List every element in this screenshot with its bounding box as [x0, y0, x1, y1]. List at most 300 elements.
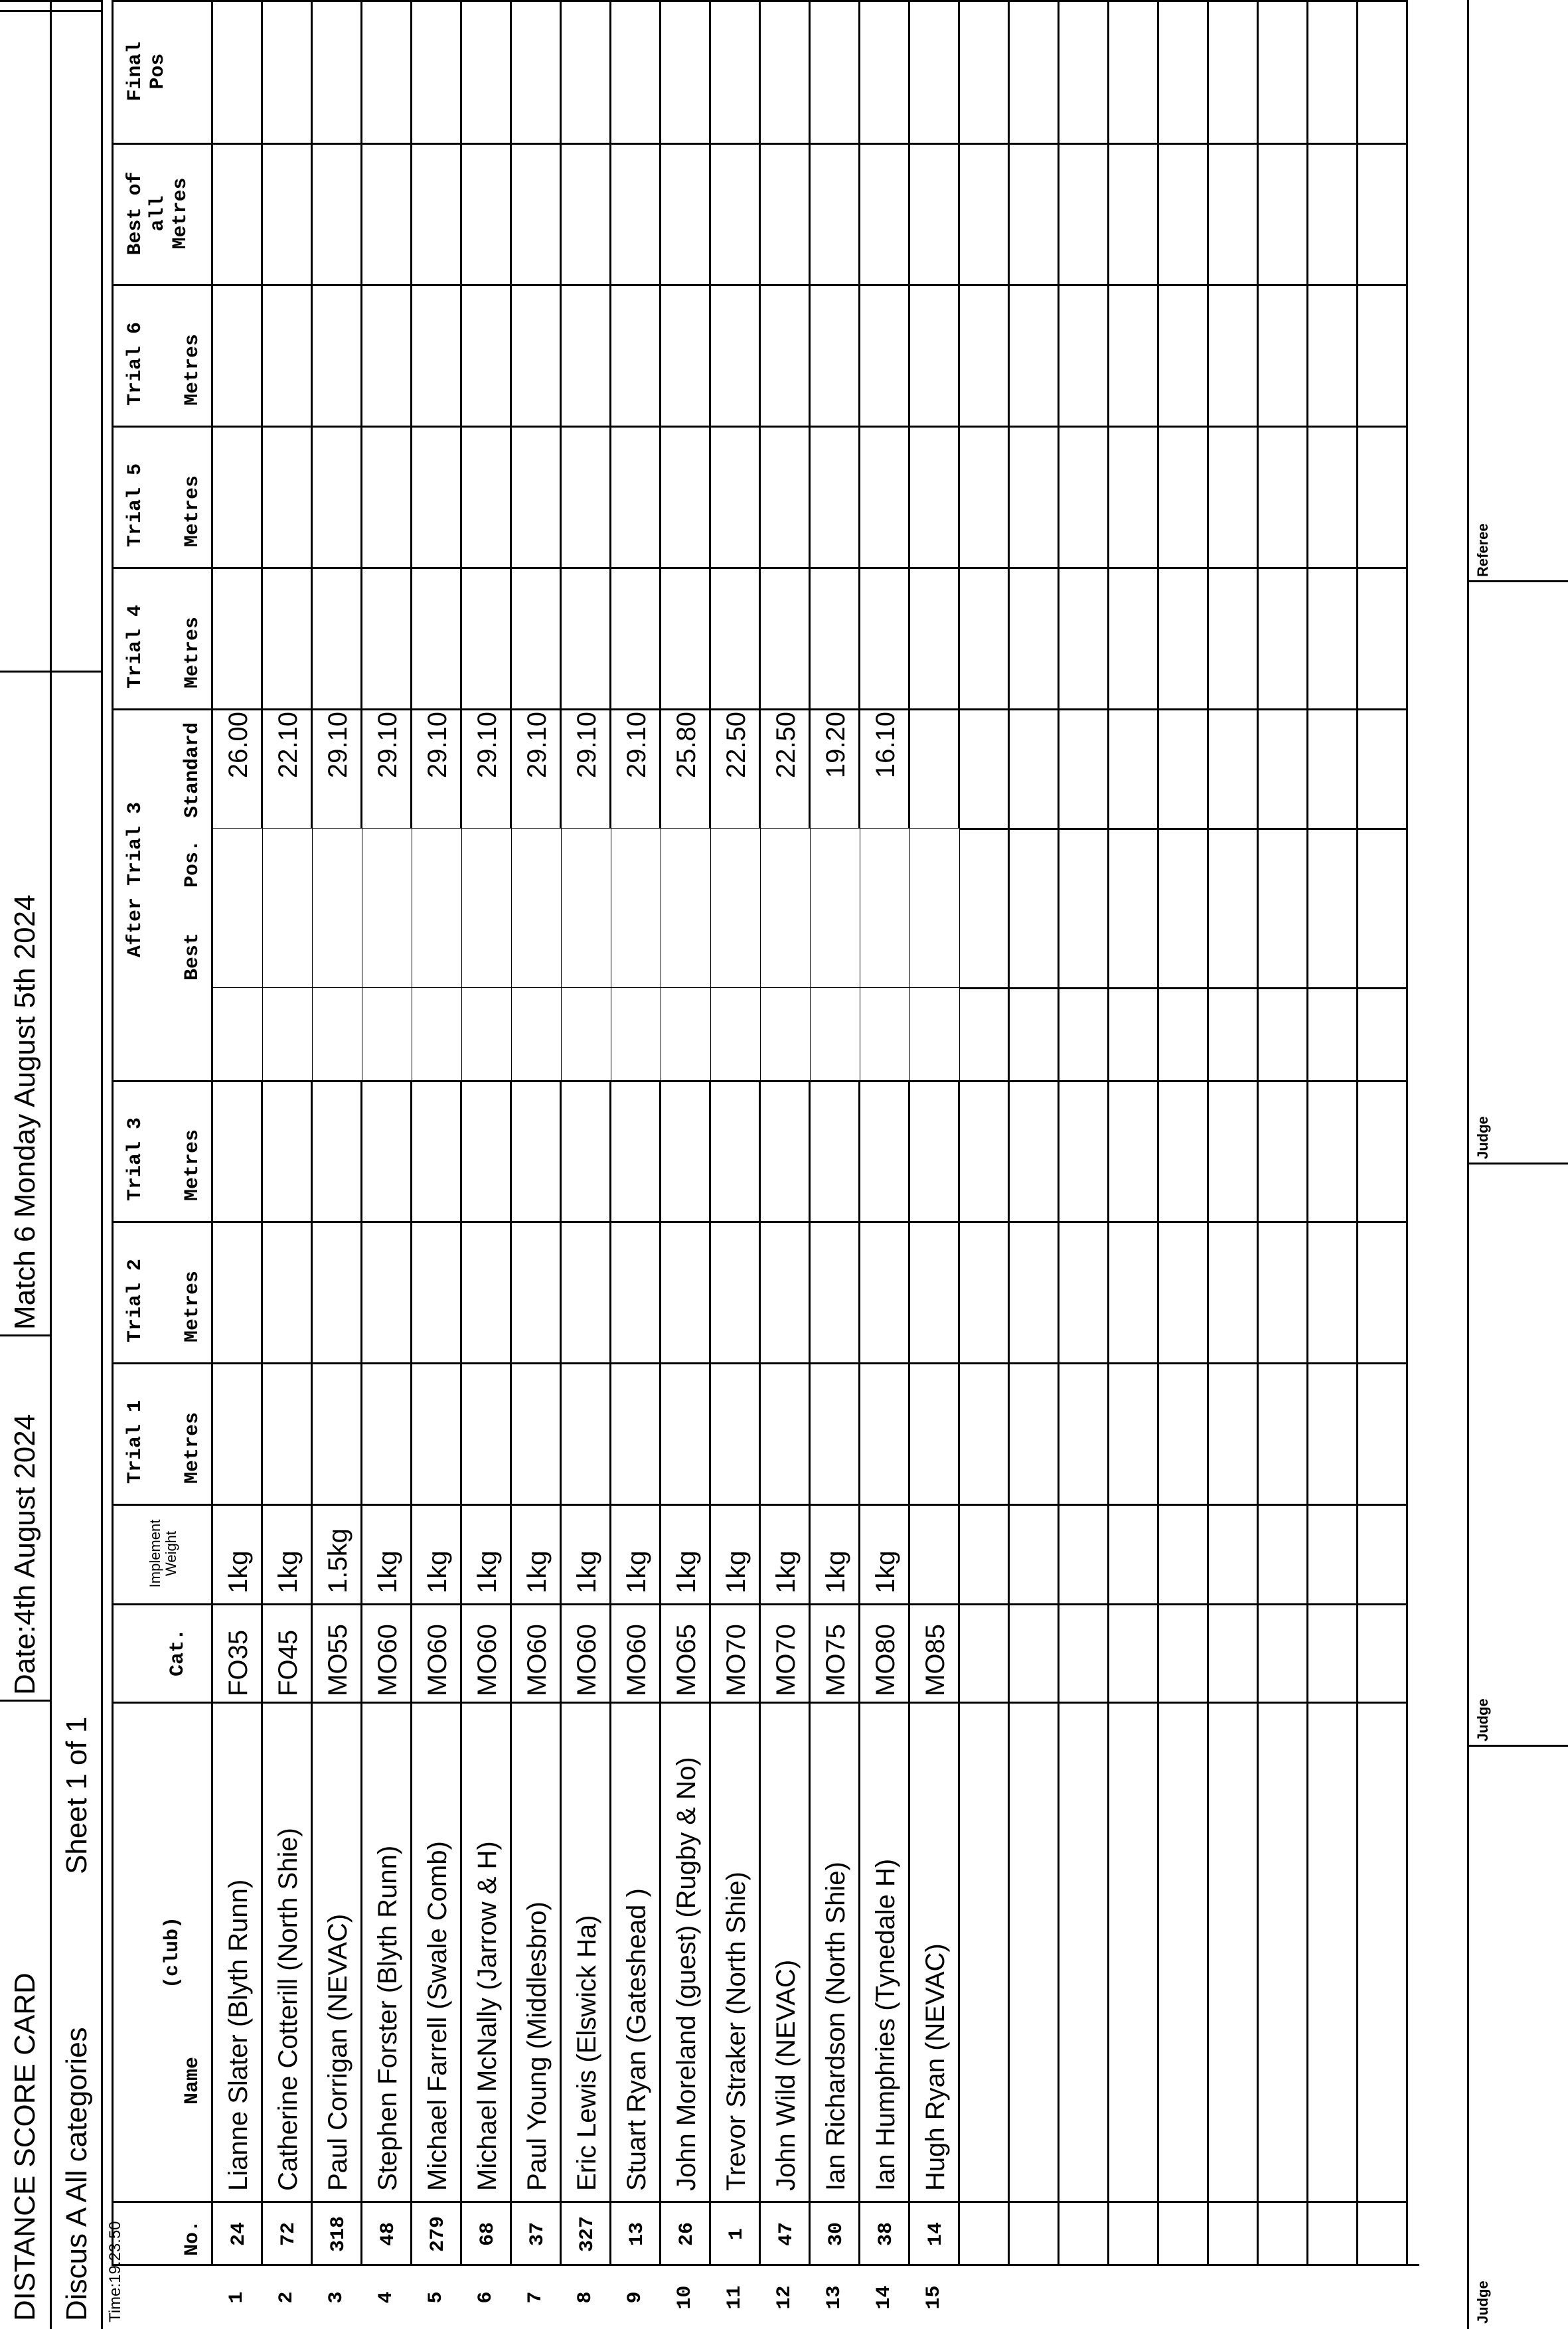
- cell-best: [362, 987, 412, 1080]
- cell-pos: [1059, 828, 1109, 987]
- implement-weight: 1kg: [871, 1550, 900, 1593]
- cell-t3: [910, 1080, 960, 1221]
- row-index: 12: [773, 2285, 796, 2310]
- cell-t2: [313, 1221, 362, 1362]
- cell-final: [611, 0, 661, 143]
- cell-cat: [1109, 1603, 1159, 1702]
- cell-best: [1109, 987, 1159, 1080]
- cell-weight: [1308, 1504, 1358, 1603]
- cell-name: [1109, 1702, 1159, 2201]
- header-trial5: [114, 426, 213, 567]
- cell-pos: [1209, 828, 1259, 987]
- cell-t5: [1109, 426, 1159, 567]
- cell-final: [313, 0, 362, 143]
- header-trial5-unit: Metres: [181, 475, 204, 547]
- cell-final: [562, 0, 611, 143]
- cell-bestall: [761, 143, 811, 284]
- competitor-number: 24: [228, 2222, 250, 2247]
- cell-final: [1159, 0, 1209, 143]
- competitor-category: MO80: [871, 1624, 900, 1696]
- cell-cat: [1010, 1603, 1059, 1702]
- cell-t1: [611, 1362, 661, 1504]
- header-no-label: No.: [181, 2219, 204, 2256]
- competitor-number: 38: [875, 2222, 898, 2247]
- cell-t4: [1109, 567, 1159, 708]
- cell-name: [1209, 1702, 1259, 2201]
- header-name-label: Name: [181, 2056, 204, 2105]
- cell-best: [811, 987, 860, 1080]
- cell-t4: [1358, 567, 1408, 708]
- cell-cat: [1059, 1603, 1109, 1702]
- cell-t1: [263, 1362, 313, 1504]
- cell-t6: [661, 284, 711, 426]
- cell-t6: [362, 284, 412, 426]
- cell-t5: [213, 426, 263, 567]
- cell-weight: [1259, 1504, 1308, 1603]
- cell-t5: [960, 426, 1010, 567]
- cell-t4: [1010, 567, 1059, 708]
- cell-no: [960, 2201, 1010, 2264]
- cell-standard: [1109, 708, 1159, 828]
- competitor-category: MO60: [373, 1624, 402, 1696]
- competitor-name: Catherine Cotterill (North Shie): [274, 1828, 303, 2191]
- cell-no: [1010, 2201, 1059, 2264]
- cell-t2: [611, 1221, 661, 1362]
- standard-value: 29.10: [572, 712, 601, 779]
- table-row: [313, 0, 362, 2264]
- cell-pos: [1010, 828, 1059, 987]
- cell-t4: [860, 567, 910, 708]
- cell-bestall: [462, 143, 512, 284]
- standard-value: 29.10: [323, 712, 353, 779]
- cell-standard: [1358, 708, 1408, 828]
- cell-t3: [1259, 1080, 1308, 1221]
- cell-t5: [313, 426, 362, 567]
- cell-t6: [1059, 284, 1109, 426]
- cell-t2: [960, 1221, 1010, 1362]
- row-index: 6: [475, 2291, 497, 2304]
- table-row: [1259, 0, 1308, 2264]
- cell-t3: [1059, 1080, 1109, 1221]
- cell-t6: [860, 284, 910, 426]
- competitor-number: 318: [327, 2216, 350, 2253]
- header-weight-line2: Weight: [163, 1530, 179, 1577]
- cell-bestall: [562, 143, 611, 284]
- cell-t6: [1308, 284, 1358, 426]
- table-row: [1308, 0, 1358, 2264]
- cell-best: [1209, 987, 1259, 1080]
- cell-weight: [1059, 1504, 1109, 1603]
- cell-t4: [761, 567, 811, 708]
- competitor-name: Eric Lewis (Elswick Ha): [572, 1915, 601, 2191]
- cell-t6: [263, 284, 313, 426]
- standard-value: 29.10: [522, 712, 552, 779]
- competitor-category: MO60: [522, 1624, 552, 1696]
- competitor-number: 14: [925, 2222, 947, 2247]
- cell-bestall: [661, 143, 711, 284]
- table-row: [512, 0, 562, 2264]
- cell-name: [1159, 1702, 1209, 2201]
- table-row: [263, 0, 313, 2264]
- implement-weight: 1kg: [423, 1550, 452, 1593]
- table-row: [1109, 0, 1159, 2264]
- cell-bestall: [860, 143, 910, 284]
- cell-name: [960, 1702, 1010, 2201]
- table-row: [1209, 0, 1259, 2264]
- header-trial1: [114, 1362, 213, 1504]
- implement-weight: 1kg: [522, 1550, 552, 1593]
- cell-t5: [1010, 426, 1059, 567]
- standard-value: 26.00: [224, 712, 253, 779]
- cell-t1: [811, 1362, 860, 1504]
- cell-pos: [362, 828, 412, 987]
- cell-standard: [1308, 708, 1358, 828]
- table-row: [462, 0, 512, 2264]
- cell-t2: [910, 1221, 960, 1362]
- cell-t3: [761, 1080, 811, 1221]
- cell-t2: [213, 1221, 263, 1362]
- signature-divider-3: [1469, 580, 1568, 582]
- header-no: [114, 2201, 213, 2264]
- cell-t4: [1259, 567, 1308, 708]
- cell-t5: [1159, 426, 1209, 567]
- cell-t5: [362, 426, 412, 567]
- cell-no: [1358, 2201, 1408, 2264]
- table-row: [1358, 0, 1408, 2264]
- cell-t2: [1358, 1221, 1408, 1362]
- title-divider-v2: [0, 1334, 50, 1336]
- cell-t2: [711, 1221, 761, 1362]
- cell-final: [761, 0, 811, 143]
- standard-value: 22.10: [274, 712, 303, 779]
- row-index: 7: [524, 2291, 547, 2304]
- table-row: [960, 0, 1010, 2264]
- cell-best: [263, 987, 313, 1080]
- cell-t3: [213, 1080, 263, 1221]
- cell-cat: [1259, 1603, 1308, 1702]
- cell-t6: [512, 284, 562, 426]
- cell-t3: [462, 1080, 512, 1221]
- cell-t5: [910, 426, 960, 567]
- competitor-category: MO60: [473, 1624, 502, 1696]
- cell-pos: [960, 828, 1010, 987]
- cell-standard: [960, 708, 1010, 828]
- cell-best: [761, 987, 811, 1080]
- table-row: [1159, 0, 1209, 2264]
- cell-t1: [1109, 1362, 1159, 1504]
- cell-cat: [960, 1603, 1010, 1702]
- cell-best: [1059, 987, 1109, 1080]
- cell-t2: [263, 1221, 313, 1362]
- judge-1-label: Judge: [1474, 2281, 1491, 2324]
- cell-best: [611, 987, 661, 1080]
- cell-t3: [362, 1080, 412, 1221]
- cell-pos: [611, 828, 661, 987]
- cell-name: [1308, 1702, 1358, 2201]
- cell-t4: [313, 567, 362, 708]
- table-row: [362, 0, 412, 2264]
- implement-weight: 1kg: [572, 1550, 601, 1593]
- implement-weight: 1kg: [224, 1550, 253, 1593]
- cell-final: [811, 0, 860, 143]
- header-trial3: [114, 1080, 213, 1221]
- cell-best: [711, 987, 761, 1080]
- implement-weight: 1kg: [722, 1550, 751, 1593]
- table-row: [661, 0, 711, 2264]
- cell-weight: [910, 1504, 960, 1603]
- event-name: Discus A All categories: [60, 2027, 93, 2321]
- cell-weight: [960, 1504, 1010, 1603]
- cell-t4: [611, 567, 661, 708]
- cell-t6: [711, 284, 761, 426]
- header-trial3-label: Trial 3: [124, 1117, 147, 1201]
- cell-best: [860, 987, 910, 1080]
- cell-t4: [512, 567, 562, 708]
- header-best-label: Best: [181, 932, 204, 981]
- cell-final: [960, 0, 1010, 143]
- cell-bestall: [263, 143, 313, 284]
- cell-t3: [1159, 1080, 1209, 1221]
- competitor-category: MO60: [622, 1624, 651, 1696]
- cell-t6: [1259, 284, 1308, 426]
- cell-t3: [562, 1080, 611, 1221]
- table-row: [761, 0, 811, 2264]
- cell-t5: [462, 426, 512, 567]
- cell-pos: [1308, 828, 1358, 987]
- cell-standard: [1259, 708, 1308, 828]
- cell-t6: [960, 284, 1010, 426]
- cell-bestall: [1209, 143, 1259, 284]
- cell-bestall: [313, 143, 362, 284]
- cell-best: [1159, 987, 1209, 1080]
- cell-t3: [661, 1080, 711, 1221]
- competitor-name: Paul Young (Middlesbro): [522, 1901, 552, 2191]
- implement-weight: 1kg: [622, 1550, 651, 1593]
- cell-bestall: [1358, 143, 1408, 284]
- cell-t6: [811, 284, 860, 426]
- cell-t3: [313, 1080, 362, 1221]
- cell-t3: [1358, 1080, 1408, 1221]
- cell-final: [1259, 0, 1308, 143]
- standard-value: 22.50: [771, 712, 801, 779]
- cell-t4: [960, 567, 1010, 708]
- cell-t4: [263, 567, 313, 708]
- cell-t4: [362, 567, 412, 708]
- header-best-of-all: [114, 143, 213, 284]
- header-cat-label: Cat.: [167, 1628, 189, 1676]
- competitor-category: MO70: [771, 1624, 801, 1696]
- competitor-category: MO60: [423, 1624, 452, 1696]
- cell-pos: [910, 828, 960, 987]
- competitor-number: 279: [427, 2216, 449, 2253]
- row-index: 1: [226, 2291, 248, 2304]
- row-index: 11: [724, 2285, 746, 2310]
- card-match: Match 6 Monday August 5th 2024: [9, 894, 41, 1330]
- competitor-number: 47: [775, 2222, 798, 2247]
- header-trial6-label: Trial 6: [124, 321, 147, 406]
- cell-t2: [1308, 1221, 1358, 1362]
- cell-t1: [1159, 1362, 1209, 1504]
- cell-weight: [1109, 1504, 1159, 1603]
- cell-t1: [960, 1362, 1010, 1504]
- cell-t6: [1010, 284, 1059, 426]
- cell-bestall: [611, 143, 661, 284]
- cell-pos: [213, 828, 263, 987]
- cell-t2: [1159, 1221, 1209, 1362]
- table-row: [562, 0, 611, 2264]
- cell-t3: [1209, 1080, 1259, 1221]
- cell-t4: [462, 567, 512, 708]
- header-trial4-label: Trial 4: [124, 604, 147, 688]
- cell-weight: [1159, 1504, 1209, 1603]
- cell-t5: [860, 426, 910, 567]
- cell-t3: [1308, 1080, 1358, 1221]
- cell-t3: [711, 1080, 761, 1221]
- cell-t4: [1308, 567, 1358, 708]
- cell-name: [1259, 1702, 1308, 2201]
- cell-pos: [711, 828, 761, 987]
- cell-t1: [1259, 1362, 1308, 1504]
- cell-weight: [1358, 1504, 1408, 1603]
- cell-t3: [611, 1080, 661, 1221]
- cell-t2: [512, 1221, 562, 1362]
- cell-best: [1308, 987, 1358, 1080]
- cell-cat: [1159, 1603, 1209, 1702]
- header-weight-line1: Implement: [147, 1519, 163, 1588]
- cell-t3: [860, 1080, 910, 1221]
- competitor-number: 30: [825, 2222, 848, 2247]
- competitor-category: FO35: [224, 1629, 253, 1696]
- cell-t2: [1209, 1221, 1259, 1362]
- cell-t2: [1010, 1221, 1059, 1362]
- competitor-number: 327: [576, 2216, 599, 2253]
- competitor-number: 72: [277, 2222, 300, 2247]
- header-standard-label: Standard: [181, 722, 204, 818]
- cell-t5: [512, 426, 562, 567]
- cell-t6: [313, 284, 362, 426]
- header-final-pos: [114, 0, 213, 143]
- cell-t6: [462, 284, 512, 426]
- cell-final: [1209, 0, 1259, 143]
- cell-best: [910, 987, 960, 1080]
- cell-t5: [562, 426, 611, 567]
- implement-weight: 1kg: [473, 1550, 502, 1593]
- cell-t5: [1059, 426, 1109, 567]
- header-weight: [114, 1504, 213, 1603]
- cell-t4: [910, 567, 960, 708]
- cell-no: [1109, 2201, 1159, 2264]
- competitor-name: Michael Farrell (Swale Comb): [423, 1841, 452, 2191]
- cell-pos: [661, 828, 711, 987]
- header-club-label: (club): [161, 1916, 184, 1988]
- cell-t1: [661, 1362, 711, 1504]
- cell-t5: [611, 426, 661, 567]
- standard-value: 25.80: [672, 712, 701, 779]
- cell-t1: [1358, 1362, 1408, 1504]
- cell-t3: [263, 1080, 313, 1221]
- cell-t3: [1109, 1080, 1159, 1221]
- row-index: 3: [325, 2291, 348, 2304]
- competitor-category: MO60: [572, 1624, 601, 1696]
- cell-t6: [611, 284, 661, 426]
- cell-t2: [1109, 1221, 1159, 1362]
- cell-t6: [1209, 284, 1259, 426]
- cell-standard: [1059, 708, 1109, 828]
- cell-pos: [761, 828, 811, 987]
- cell-name: [1358, 1702, 1408, 2201]
- row-index: 13: [823, 2285, 846, 2310]
- cell-best: [1358, 987, 1408, 1080]
- standard-value: 29.10: [373, 712, 402, 779]
- cell-pos: [1358, 828, 1408, 987]
- cell-bestall: [512, 143, 562, 284]
- cell-t1: [860, 1362, 910, 1504]
- cell-t4: [213, 567, 263, 708]
- cell-bestall: [213, 143, 263, 284]
- cell-best: [213, 987, 263, 1080]
- cell-t1: [512, 1362, 562, 1504]
- cell-t3: [412, 1080, 462, 1221]
- competitor-number: 37: [526, 2222, 549, 2247]
- table-row: [811, 0, 860, 2264]
- title-divider-v4: [0, 10, 103, 12]
- judge-2-label: Judge: [1474, 1698, 1491, 1741]
- cell-t6: [1109, 284, 1159, 426]
- cell-final: [462, 0, 512, 143]
- signature-divider-1: [1469, 1745, 1568, 1747]
- competitor-name: Ian Humphries (Tynedale H): [871, 1858, 900, 2191]
- header-trial4-unit: Metres: [181, 616, 204, 688]
- row-index: 9: [624, 2291, 647, 2304]
- competitor-category: FO45: [274, 1629, 303, 1696]
- cell-bestall: [960, 143, 1010, 284]
- header-name: [114, 1702, 213, 2201]
- cell-best: [512, 987, 562, 1080]
- cell-pos: [462, 828, 512, 987]
- cell-t1: [711, 1362, 761, 1504]
- header-trial2-unit: Metres: [181, 1270, 204, 1342]
- row-index: 15: [923, 2285, 945, 2310]
- cell-t1: [1308, 1362, 1358, 1504]
- title-divider-h: [50, 0, 52, 2329]
- cell-t6: [910, 284, 960, 426]
- header-best-of-all-line2: all: [147, 195, 169, 232]
- card-title: DISTANCE SCORE CARD: [9, 1972, 41, 2321]
- cell-final: [213, 0, 263, 143]
- cell-bestall: [1308, 143, 1358, 284]
- competitor-category: MO85: [921, 1624, 950, 1696]
- competitor-number: 1: [726, 2228, 748, 2241]
- cell-standard: [910, 708, 960, 828]
- header-trial2-label: Trial 2: [124, 1258, 147, 1342]
- competitor-number: 13: [626, 2222, 649, 2247]
- cell-t2: [462, 1221, 512, 1362]
- cell-t2: [412, 1221, 462, 1362]
- cell-t6: [412, 284, 462, 426]
- cell-t3: [1010, 1080, 1059, 1221]
- cell-no: [1259, 2201, 1308, 2264]
- title-divider-v3: [0, 671, 103, 673]
- header-after-trial3: [114, 708, 213, 1080]
- cell-bestall: [1059, 143, 1109, 284]
- cell-t6: [1159, 284, 1209, 426]
- cell-t5: [1308, 426, 1358, 567]
- cell-t1: [462, 1362, 512, 1504]
- cell-t4: [562, 567, 611, 708]
- title-divider-v1: [0, 1700, 50, 1702]
- competitor-name: John Moreland (guest) (Rugby & No): [672, 1757, 701, 2191]
- cell-t6: [761, 284, 811, 426]
